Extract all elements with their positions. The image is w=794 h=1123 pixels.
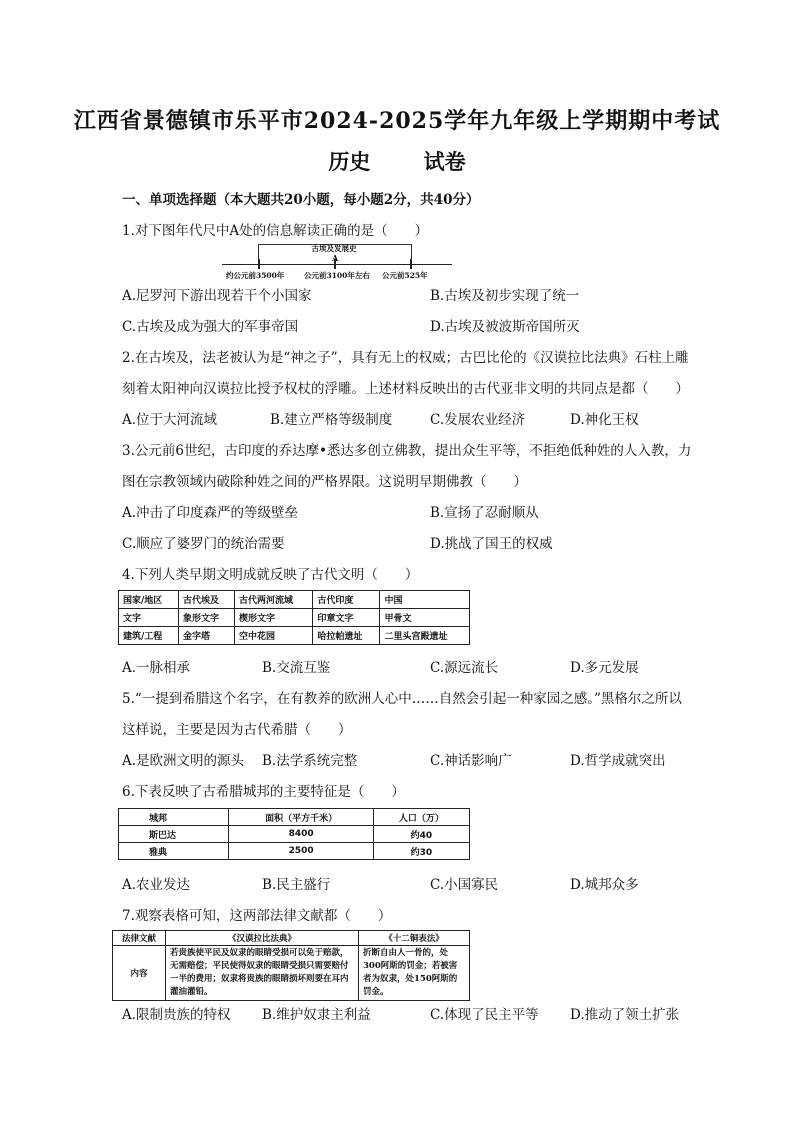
q5-stem-line2: 这样说，主要是因为古代希腊（ ） <box>122 722 352 738</box>
table-cell: 若贵族使平民及奴隶的眼睛受损可以免于赔款，无需赔偿；平民使得奴隶的眼睛受损只需要赔付一半的费用；奴隶将贵族的眼睛损坏则要在耳内灌油灌铅。 <box>166 946 359 1001</box>
q2-option-a[interactable]: A.位于大河流域 <box>122 412 218 428</box>
q2-option-d[interactable]: D.神化王权 <box>570 412 639 428</box>
table-cell: 楔形文字 <box>234 609 312 627</box>
table-header-cell: 《汉谟拉比法典》 <box>166 931 359 946</box>
table-cell: 内容 <box>113 946 166 1001</box>
subject-label: 历史 <box>328 149 371 174</box>
table-header-cell: 国家/地区 <box>119 591 179 609</box>
table-row <box>119 843 470 860</box>
table-cell: 约40 <box>373 826 469 843</box>
q4-civilization-table <box>118 590 470 645</box>
q6-city-state-table <box>118 808 470 860</box>
table-row <box>119 609 470 627</box>
timeline-date: 公元前525年 <box>382 271 428 280</box>
table-cell: 金字塔 <box>179 627 235 645</box>
table-header-cell: 中国 <box>380 591 470 609</box>
table-row <box>119 627 470 645</box>
table-cell: 空中花园 <box>234 627 312 645</box>
timeline-axis <box>222 264 452 265</box>
table-cell: 二里头宫殿遗址 <box>380 627 470 645</box>
q3-option-a[interactable]: A.冲击了印度森严的等级壁垒 <box>122 505 299 521</box>
q5-option-a[interactable]: A.是欧洲文明的源头 <box>122 753 245 769</box>
table-cell: 哈拉帕遗址 <box>313 627 380 645</box>
q2-stem-line2: 刻着太阳神向汉谟拉比授予权杖的浮雕。上述材料反映出的古代亚非文明的共同点是都（ ） <box>122 381 689 397</box>
q6-option-a[interactable]: A.农业发达 <box>122 877 191 893</box>
table-cell: 印章文字 <box>313 609 380 627</box>
table-header-row <box>119 591 470 609</box>
table-row <box>119 826 470 843</box>
q3-option-b[interactable]: B.宣扬了忍耐顺从 <box>430 505 539 521</box>
table-header-cell: 古代两河流域 <box>234 591 312 609</box>
q3-stem-line1: 3.公元前6世纪，古印度的乔达摩•悉达多创立佛教，提出众生平等，不拒绝低种姓的人入教，力 <box>122 443 692 459</box>
timeline-bracket-label: 古埃及发展史 <box>311 244 357 253</box>
q6-option-c[interactable]: C.小国寡民 <box>430 877 499 893</box>
table-header-cell: 《十二铜表法》 <box>359 931 470 946</box>
q1-stem: 1.对下图年代尺中A处的信息解读正确的是（ ） <box>122 223 429 239</box>
table-header-cell: 古代埃及 <box>179 591 235 609</box>
table-header-cell: 面积（平方千米） <box>229 809 373 826</box>
table-cell: 折断自由人一骨的，处300阿斯的罚金；若被害者为奴隶，处150阿斯的罚金。 <box>359 946 470 1001</box>
q3-option-c[interactable]: C.顺应了婆罗门的统治需要 <box>122 536 285 552</box>
q7-option-d[interactable]: D.推动了领土扩张 <box>570 1007 680 1023</box>
timeline-date: 公元前3100年左右 <box>304 271 370 280</box>
exam-subtitle <box>0 146 794 176</box>
table-header-cell: 古代印度 <box>313 591 380 609</box>
q7-stem: 7.观察表格可知，这两部法律文献都（ ） <box>122 908 392 924</box>
table-header-cell: 法律文献 <box>113 931 166 946</box>
timeline-tick <box>258 259 260 269</box>
table-header-row <box>119 809 470 826</box>
q6-stem: 6.下表反映了古希腊城邦的主要特征是（ ） <box>122 784 405 800</box>
q3-stem-line2: 图在宗教领域内破除种姓之间的严格界限。这说明早期佛教（ ） <box>122 474 527 490</box>
q7-option-c[interactable]: C.体现了民主平等 <box>430 1007 539 1023</box>
q3-option-d[interactable]: D.挑战了国王的权威 <box>430 536 553 552</box>
q2-option-c[interactable]: C.发展农业经济 <box>430 412 526 428</box>
q4-option-c[interactable]: C.源远流长 <box>430 660 499 676</box>
q2-stem-line1: 2.在古埃及，法老被认为是“神之子”，具有无上的权威；古巴比伦的《汉谟拉比法典》石柱上雕 <box>122 350 689 366</box>
table-header-row <box>113 931 470 946</box>
table-cell: 约30 <box>373 843 469 860</box>
table-cell: 斯巴达 <box>119 826 229 843</box>
q6-option-d[interactable]: D.城邦众多 <box>570 877 639 893</box>
q2-option-b[interactable]: B.建立严格等级制度 <box>270 412 393 428</box>
q1-option-d[interactable]: D.古埃及被波斯帝国所灭 <box>430 319 580 335</box>
paper-kind-label: 试卷 <box>423 149 466 174</box>
q1-timeline <box>222 244 452 284</box>
section-heading: 一、单项选择题（本大题共20小题，每小题2分，共40分） <box>122 192 480 208</box>
q5-option-c[interactable]: C.神话影响广 <box>430 753 512 769</box>
table-header-cell: 人口（万） <box>373 809 469 826</box>
table-row <box>113 946 470 1001</box>
q6-option-b[interactable]: B.民主盛行 <box>262 877 331 893</box>
q7-law-table <box>112 930 470 1001</box>
timeline-tick <box>410 259 412 269</box>
table-cell: 2500 <box>229 843 373 860</box>
timeline-point-a: A <box>332 253 339 263</box>
q1-option-a[interactable]: A.尼罗河下游出现若干个小国家 <box>122 288 312 304</box>
q4-stem: 4.下列人类早期文明成就反映了古代文明（ ） <box>122 567 419 583</box>
exam-title: 江西省景德镇市乐平市2024-2025学年九年级上学期期中考试 <box>73 108 721 134</box>
q5-stem-line1: 5.“一提到希腊这个名字，在有教养的欧洲人心中……自然会引起一种家园之感。”黑格尔之所以 <box>122 691 682 707</box>
q1-option-c[interactable]: C.古埃及成为强大的军事帝国 <box>122 319 299 335</box>
table-cell: 象形文字 <box>179 609 235 627</box>
q5-option-d[interactable]: D.哲学成就突出 <box>570 753 666 769</box>
q4-option-b[interactable]: B.交流互鉴 <box>262 660 331 676</box>
table-cell: 甲骨文 <box>380 609 470 627</box>
q7-option-b[interactable]: B.维护奴隶主利益 <box>262 1007 371 1023</box>
table-cell: 文字 <box>119 609 179 627</box>
table-header-cell: 城邦 <box>119 809 229 826</box>
table-cell: 8400 <box>229 826 373 843</box>
q4-option-d[interactable]: D.多元发展 <box>570 660 639 676</box>
table-cell: 建筑/工程 <box>119 627 179 645</box>
q5-option-b[interactable]: B.法学系统完整 <box>262 753 358 769</box>
table-cell: 雅典 <box>119 843 229 860</box>
q4-option-a[interactable]: A.一脉相承 <box>122 660 191 676</box>
q7-option-a[interactable]: A.限制贵族的特权 <box>122 1007 231 1023</box>
q1-option-b[interactable]: B.古埃及初步实现了统一 <box>430 288 580 304</box>
timeline-date: 约公元前3500年 <box>226 271 285 280</box>
